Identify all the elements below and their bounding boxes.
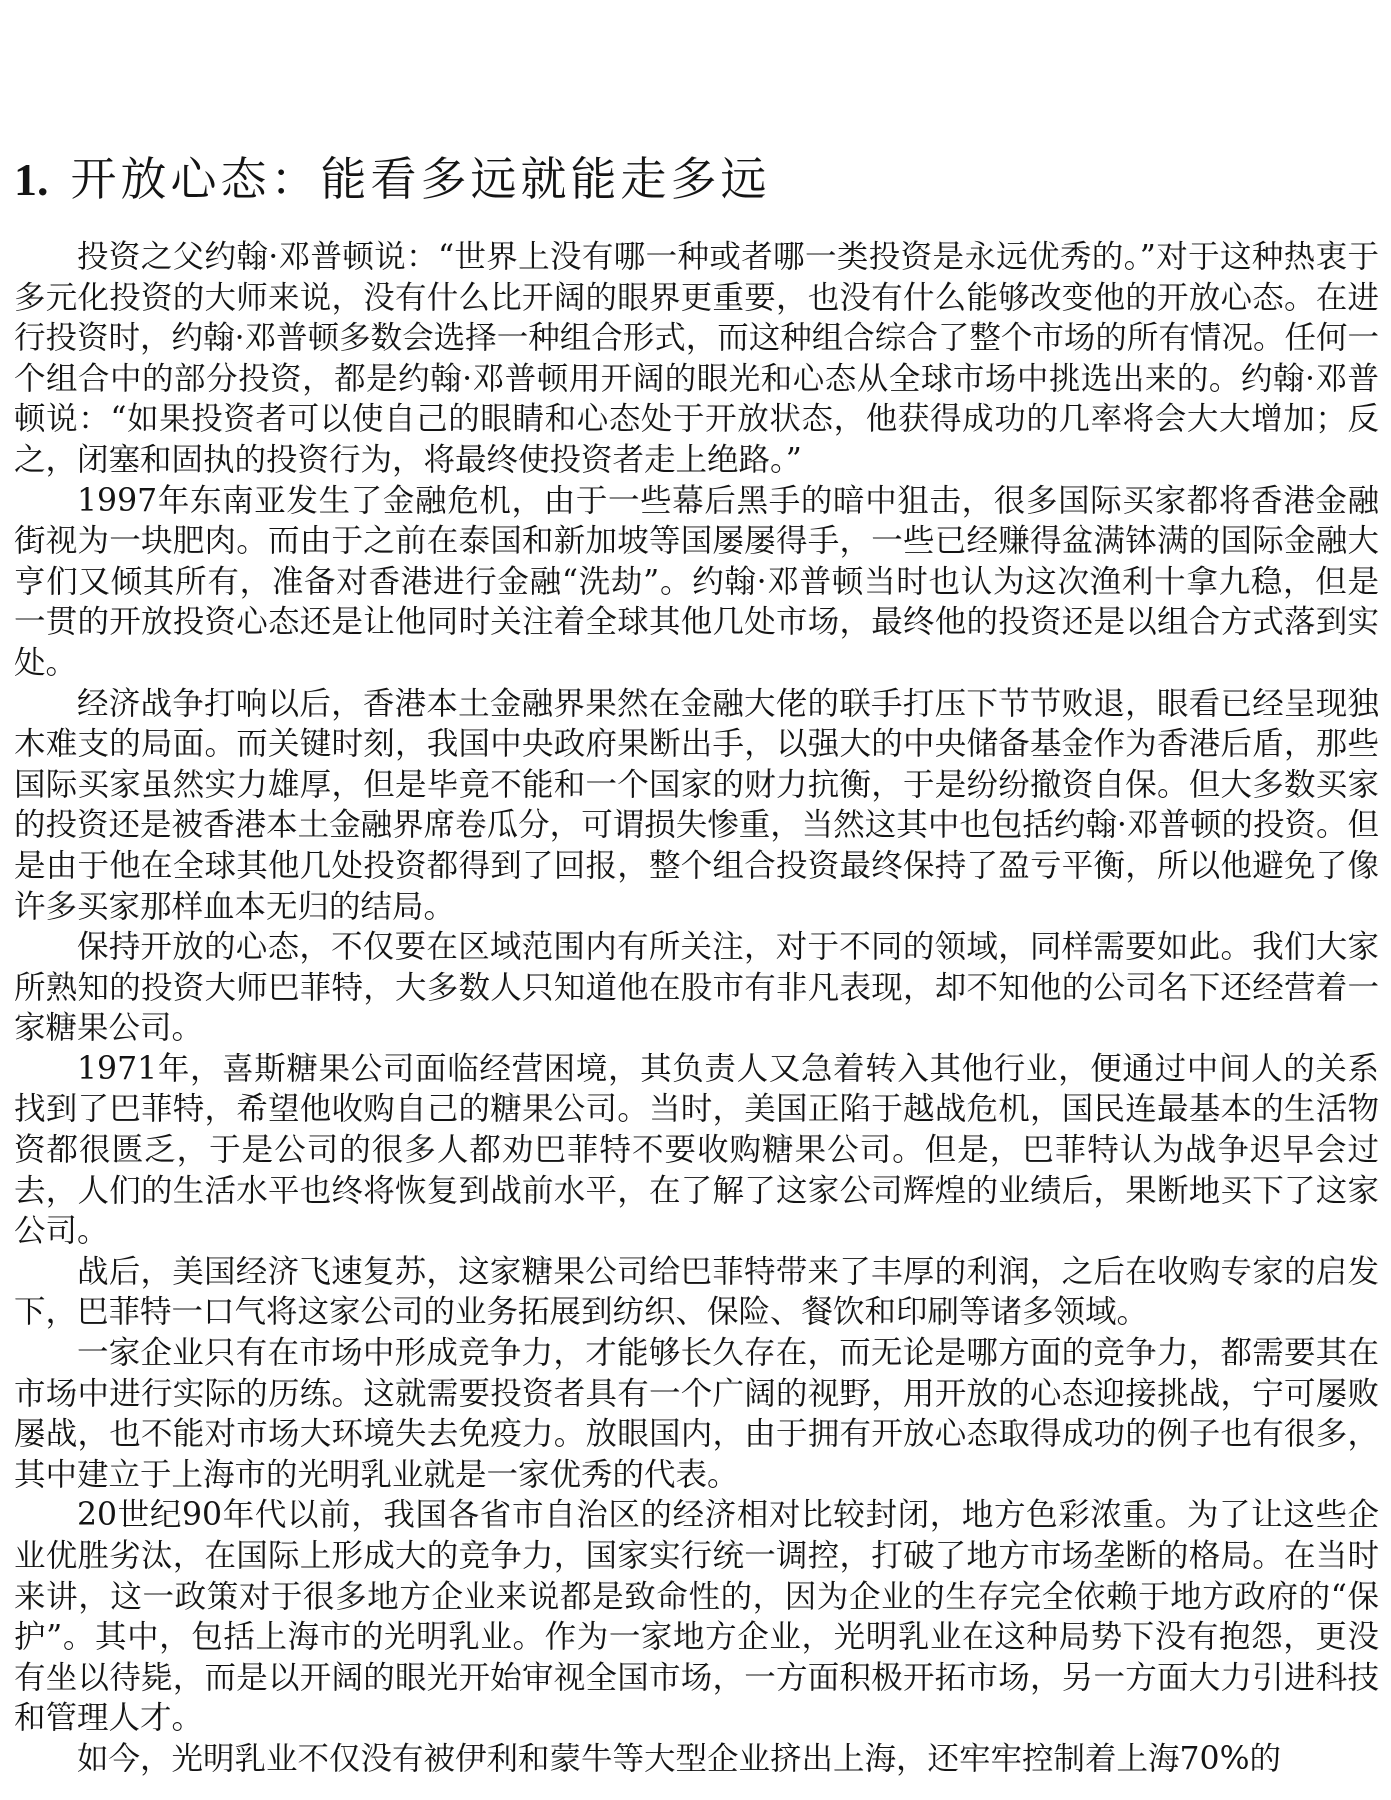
paragraph: 1971年，喜斯糖果公司面临经营困境，其负责人又急着转入其他行业，便通过中间人的关系找到了巴菲特，希望他收购自己的糖果公司。当时，美国正陷于越战危机，国民连最基本的生活物资都很匮乏，于是公司的很多人都劝巴菲特不要收购糖果公司。但是，巴菲特认为战争迟早会过去，人们的生活水平也终将恢复到战前水平，在了解了这家公司辉煌的业绩后，果断地买下了这家公司。 (14, 1050, 1379, 1250)
paragraph: 投资之父约翰·邓普顿说：“世界上没有哪一种或者哪一类投资是永远优秀的。”对于这种热衷于多元化投资的大师来说，没有什么比开阔的眼界更重要，也没有什么能够改变他的开放心态。在进行投资时，约翰·邓普顿多数会选择一种组合形式，而这种组合综合了整个市场的所有情况。任何一个组合中的部分投资，都是约翰·邓普顿用开阔的眼光和心态从全球市场中挑选出来的。约翰·邓普顿说：“如果投资者可以使自己的眼睛和心态处于开放状态，他获得成功的几率将会大大增加；反之，闭塞和固执的投资行为，将最终使投资者走上绝路。” (14, 239, 1379, 478)
paragraph: 经济战争打响以后，香港本土金融界果然在金融大佬的联手打压下节节败退，眼看已经呈现独木难支的局面。而关键时刻，我国中央政府果断出手，以强大的中央储备基金作为香港后盾，那些国际买家虽然实力雄厚，但是毕竟不能和一个国家的财力抗衡，于是纷纷撤资自保。但大多数买家的投资还是被香港本土金融界席卷瓜分，可谓损失惨重，当然这其中也包括约翰·邓普顿的投资。但是由于他在全球其他几处投资都得到了回报，整个组合投资最终保持了盈亏平衡，所以他避免了像许多买家那样血本无归的结局。 (14, 685, 1379, 925)
paragraph: 战后，美国经济飞速复苏，这家糖果公司给巴菲特带来了丰厚的利润，之后在收购专家的启发下，巴菲特一口气将这家公司的业务拓展到纺织、保险、餐饮和印刷等诸多领域。 (14, 1253, 1379, 1331)
paragraph: 保持开放的心态，不仅要在区域范围内有所关注，对于不同的领域，同样需要如此。我们大家所熟知的投资大师巴菲特，大多数人只知道他在股市有非凡表现，却不知他的公司名下还经营着一家糖果公司。 (14, 929, 1379, 1047)
section-number: 1. (14, 154, 49, 205)
body-text (14, 237, 1379, 1780)
paragraph: 20世纪90年代以前，我国各省市自治区的经济相对比较封闭，地方色彩浓重。为了让这些企业优胜劣汰，在国际上形成大的竞争力，国家实行统一调控，打破了地方市场垄断的格局。在当时来讲，这一政策对于很多地方企业来说都是致命性的，因为企业的生存完全依赖于地方政府的“保护”。其中，包括上海市的光明乳业。作为一家地方企业，光明乳业在这种局势下没有抱怨，更没有坐以待毙，而是以开阔的眼光开始审视全国市场，一方面积极开拓市场，另一方面大力引进科技和管理人才。 (14, 1497, 1379, 1737)
paragraph: 如今，光明乳业不仅没有被伊利和蒙牛等大型企业挤出上海，还牢牢控制着上海70%的 (77, 1740, 1282, 1777)
paragraph: 一家企业只有在市场中形成竞争力，才能够长久存在，而无论是哪方面的竞争力，都需要其在市场中进行实际的历练。这就需要投资者具有一个广阔的视野，用开放的心态迎接挑战，宁可屡败屡战，也不能对市场大环境失去免疫力。放眼国内，由于拥有开放心态取得成功的例子也有很多，其中建立于上海市的光明乳业就是一家优秀的代表。 (14, 1335, 1379, 1493)
paragraph: 1997年东南亚发生了金融危机，由于一些幕后黑手的暗中狙击，很多国际买家都将香港金融街视为一块肥肉。而由于之前在泰国和新加坡等国屡屡得手，一些已经赚得盆满钵满的国际金融大亨们又倾其所有，准备对香港进行金融“洗劫”。约翰·邓普顿当时也认为这次渔利十拿九稳，但是一贯的开放投资心态还是让他同时关注着全球其他几处市场，最终他的投资还是以组合方式落到实处。 (14, 482, 1379, 681)
document-page (14, 150, 1379, 1780)
section-title: 开放心态：能看多远就能走多远 (70, 152, 771, 206)
section-heading (14, 150, 1379, 209)
